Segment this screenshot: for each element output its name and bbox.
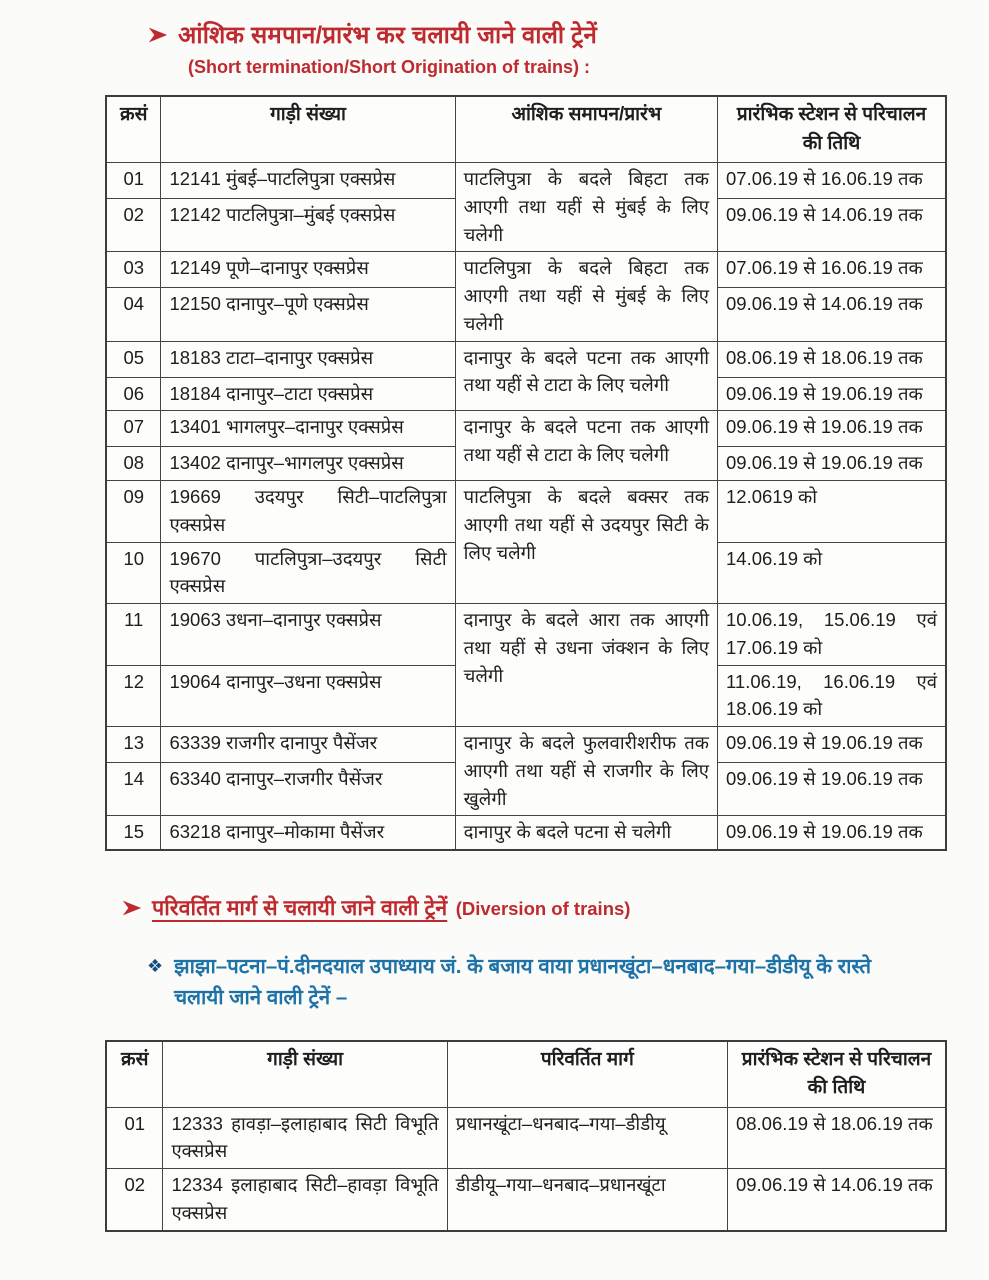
arrowhead-right-icon <box>121 897 143 919</box>
date-cell: 09.06.19 से 14.06.19 तक <box>718 288 946 341</box>
table-row <box>106 341 946 377</box>
section2-title-english: (Diversion of trains) <box>455 898 631 919</box>
route-cell: डीडीयू–गया–धनबाद–प्रधानखूंटा <box>447 1169 727 1231</box>
date-cell: 08.06.19 से 18.06.19 तक <box>727 1107 946 1169</box>
table-row <box>106 727 946 763</box>
column-header-diverted-route: परिवर्तित मार्ग <box>447 1041 727 1108</box>
serial-cell: 01 <box>106 1107 163 1169</box>
serial-cell: 04 <box>106 288 161 341</box>
serial-cell: 02 <box>106 199 161 252</box>
date-cell: 09.06.19 से 14.06.19 तक <box>727 1169 946 1231</box>
train-cell: 19063 उधना–दानापुर एक्सप्रेस <box>161 604 455 666</box>
table-row <box>106 1169 946 1231</box>
note-cell: पाटलिपुत्रा के बदले बिहटा तक आएगी तथा यहीं से मुंबई के लिए चलेगी <box>455 163 717 252</box>
note-cell: पाटलिपुत्रा के बदले बक्सर तक आएगी तथा यहीं से उदयपुर सिटी के लिए चलेगी <box>455 481 717 604</box>
date-cell: 09.06.19 से 19.06.19 तक <box>718 727 946 763</box>
note-cell: दानापुर के बदले फुलवारीशरीफ तक आएगी तथा यहीं से राजगीर के लिए खुलेगी <box>455 727 717 816</box>
train-cell: 13401 भागलपुर–दानापुर एक्सप्रेस <box>161 411 455 447</box>
date-cell: 07.06.19 से 16.06.19 तक <box>718 252 946 288</box>
section1-heading <box>147 18 947 78</box>
date-cell: 09.06.19 से 14.06.19 तक <box>718 199 946 252</box>
train-cell: 63218 दानापुर–मोकामा पैसेंजर <box>161 816 455 850</box>
train-cell: 12149 पूणे–दानापुर एक्सप्रेस <box>161 252 455 288</box>
serial-cell: 07 <box>106 411 161 447</box>
serial-cell: 15 <box>106 816 161 850</box>
train-cell: 12334 इलाहाबाद सिटी–हावड़ा विभूति एक्सप्रेस <box>163 1169 447 1231</box>
column-header-train-number: गाड़ी संख्या <box>163 1041 447 1108</box>
train-cell: 18184 दानापुर–टाटा एक्सप्रेस <box>161 377 455 411</box>
section2-heading <box>121 893 947 922</box>
date-cell: 14.06.19 को <box>718 542 946 604</box>
date-cell: 09.06.19 से 19.06.19 तक <box>718 377 946 411</box>
table-row <box>106 252 946 288</box>
route-cell: प्रधानखूंटा–धनबाद–गया–डीडीयू <box>447 1107 727 1169</box>
note-cell: दानापुर के बदले पटना तक आएगी तथा यहीं से टाटा के लिए चलेगी <box>455 341 717 411</box>
train-cell: 18183 टाटा–दानापुर एक्सप्रेस <box>161 341 455 377</box>
section1-title-hindi: आंशिक समपान/प्रारंभ कर चलायी जाने वाली ट्रेनें <box>178 22 597 49</box>
section1-title-english: (Short termination/Short Origination of trains) : <box>188 57 590 77</box>
serial-cell: 09 <box>106 481 161 543</box>
serial-cell: 14 <box>106 763 161 816</box>
column-header-train-number: गाड़ी संख्या <box>161 96 455 163</box>
table2-header-row <box>106 1041 946 1108</box>
diamond-icon: ❖ <box>147 956 164 976</box>
date-cell: 08.06.19 से 18.06.19 तक <box>718 341 946 377</box>
note-cell: पाटलिपुत्रा के बदले बिहटा तक आएगी तथा यहीं से मुंबई के लिए चलेगी <box>455 252 717 341</box>
train-cell: 12333 हावड़ा–इलाहाबाद सिटी विभूति एक्सप्रेस <box>163 1107 447 1169</box>
column-header-termination: आंशिक समापन/प्रारंभ <box>455 96 717 163</box>
table-row <box>106 481 946 543</box>
serial-cell: 12 <box>106 665 161 727</box>
note-cell: दानापुर के बदले आरा तक आएगी तथा यहीं से उधना जंक्शन के लिए चलेगी <box>455 604 717 727</box>
train-cell: 19670 पाटलिपुत्रा–उदयपुर सिटी एक्सप्रेस <box>161 542 455 604</box>
serial-cell: 01 <box>106 163 161 199</box>
serial-cell: 13 <box>106 727 161 763</box>
arrowhead-right-icon <box>147 24 169 46</box>
table1-header-row <box>106 96 946 163</box>
column-header-dates: प्रारंभिक स्टेशन से परिचालन की तिथि <box>718 96 946 163</box>
date-cell: 09.06.19 से 19.06.19 तक <box>718 763 946 816</box>
diversion-route-text: झाझा–पटना–पं.दीनदयाल उपाध्याय जं. के बजाय वाया प्रधानखूंटा–धनबाद–गया–डीडीयू के रास्ते चलायी जाने वाली ट्रेनें – <box>174 955 872 1009</box>
column-header-serial: क्रसं <box>106 1041 163 1108</box>
table-row <box>106 1107 946 1169</box>
short-termination-table <box>105 95 947 851</box>
date-cell: 07.06.19 से 16.06.19 तक <box>718 163 946 199</box>
section2-title-hindi: परिवर्तित मार्ग से चलायी जाने वाली ट्रेनें <box>152 896 448 920</box>
serial-cell: 06 <box>106 377 161 411</box>
date-cell: 10.06.19, 15.06.19 एवं 17.06.19 को <box>718 604 946 666</box>
train-cell: 12142 पाटलिपुत्रा–मुंबई एक्सप्रेस <box>161 199 455 252</box>
table-row <box>106 163 946 199</box>
note-cell: दानापुर के बदले पटना तक आएगी तथा यहीं से टाटा के लिए चलेगी <box>455 411 717 481</box>
column-header-dates: प्रारंभिक स्टेशन से परिचालन की तिथि <box>727 1041 946 1108</box>
serial-cell: 02 <box>106 1169 163 1231</box>
column-header-serial: क्रसं <box>106 96 161 163</box>
note-cell: दानापुर के बदले पटना से चलेगी <box>455 816 717 850</box>
serial-cell: 05 <box>106 341 161 377</box>
date-cell: 09.06.19 से 19.06.19 तक <box>718 447 946 481</box>
date-cell: 09.06.19 से 19.06.19 तक <box>718 411 946 447</box>
train-cell: 13402 दानापुर–भागलपुर एक्सप्रेस <box>161 447 455 481</box>
serial-cell: 10 <box>106 542 161 604</box>
diversion-route-note <box>147 952 919 1014</box>
table-row <box>106 816 946 850</box>
table-row <box>106 411 946 447</box>
train-cell: 19064 दानापुर–उधना एक्सप्रेस <box>161 665 455 727</box>
train-cell: 63339 राजगीर दानापुर पैसेंजर <box>161 727 455 763</box>
serial-cell: 03 <box>106 252 161 288</box>
serial-cell: 08 <box>106 447 161 481</box>
train-cell: 19669 उदयपुर सिटी–पाटलिपुत्रा एक्सप्रेस <box>161 481 455 543</box>
date-cell: 09.06.19 से 19.06.19 तक <box>718 816 946 850</box>
date-cell: 12.0619 को <box>718 481 946 543</box>
train-cell: 12150 दानापुर–पूणे एक्सप्रेस <box>161 288 455 341</box>
diversion-table <box>105 1040 947 1232</box>
date-cell: 11.06.19, 16.06.19 एवं 18.06.19 को <box>718 665 946 727</box>
table-row <box>106 604 946 666</box>
train-cell: 12141 मुंबई–पाटलिपुत्रा एक्सप्रेस <box>161 163 455 199</box>
train-cell: 63340 दानापुर–राजगीर पैसेंजर <box>161 763 455 816</box>
serial-cell: 11 <box>106 604 161 666</box>
